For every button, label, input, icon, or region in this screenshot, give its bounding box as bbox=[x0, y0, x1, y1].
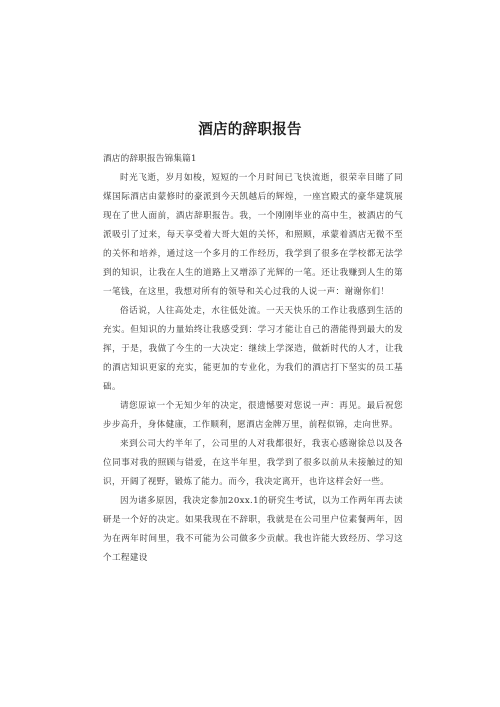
paragraph-1: 时光飞逝，岁月如梭，短短的一个月时间已飞快流逝，很荣幸目睹了同煤国际酒店由蒙修时的豪派到今天凯越后的辉煌，一座宫殿式的豪华建筑展现在了世人面前，酒店辞职报告。我，一个刚刚毕业的高中生，被酒店的气派吸引了过来，每天享受着大哥大姐的关怀，和照顾，承蒙着酒店无微不至的关怀和培养，通过这一个多月的工作经历，我学到了很多在学校都无法学到的知识，让我在人生的道路上又增添了光辉的一笔。还让我赚到人生的第一笔钱，在这里，我想对所有的领导和关心过我的人说一声：谢谢你们！ bbox=[103, 173, 403, 297]
document-body bbox=[103, 150, 403, 568]
paragraph-2: 俗话说，人往高处走，水往低处流。一天天快乐的工作让我感到生活的充实。但知识的力量始终让我感受到：学习才能让自己的潜能得到最大的发挥，于是，我做了今生的一大决定：继续上学深造，做新时代的人才，让我的酒店知识更家的充实，能更加的专业化，为我们的酒店打下坚实的员工基础。 bbox=[103, 306, 403, 392]
paragraph-5: 因为诸多原因，我决定参加20xx.1的研究生考试，以为工作两年再去读研是一个好的决定。如果我现在不辞职，我就是在公司里户位素餐两年，因为在两年时间里，我不可能为公司做多少贡献。我也许能大致经历、学习这个工程建设 bbox=[103, 496, 403, 563]
paragraph-3: 请您原谅一个无知少年的决定，很遗憾要对您说一声：再见。最后祝您步步高升，身体健康，工作顺利，愿酒店金牌万里，前程似锦，走向世界。 bbox=[103, 401, 403, 430]
document-subtitle: 酒店的辞职报告锦集篇1 bbox=[103, 154, 197, 164]
document-title: 酒店的辞职报告 bbox=[198, 122, 302, 138]
paragraph-4: 来到公司大约半年了，公司里的人对我都很好，我衷心感谢徐总以及各位同事对我的照顾与错爱，在这半年里，我学到了很多以前从未接触过的知识，开阔了视野，锻炼了能力。而今，我决定离开，也许这样会好一些。 bbox=[103, 439, 403, 487]
